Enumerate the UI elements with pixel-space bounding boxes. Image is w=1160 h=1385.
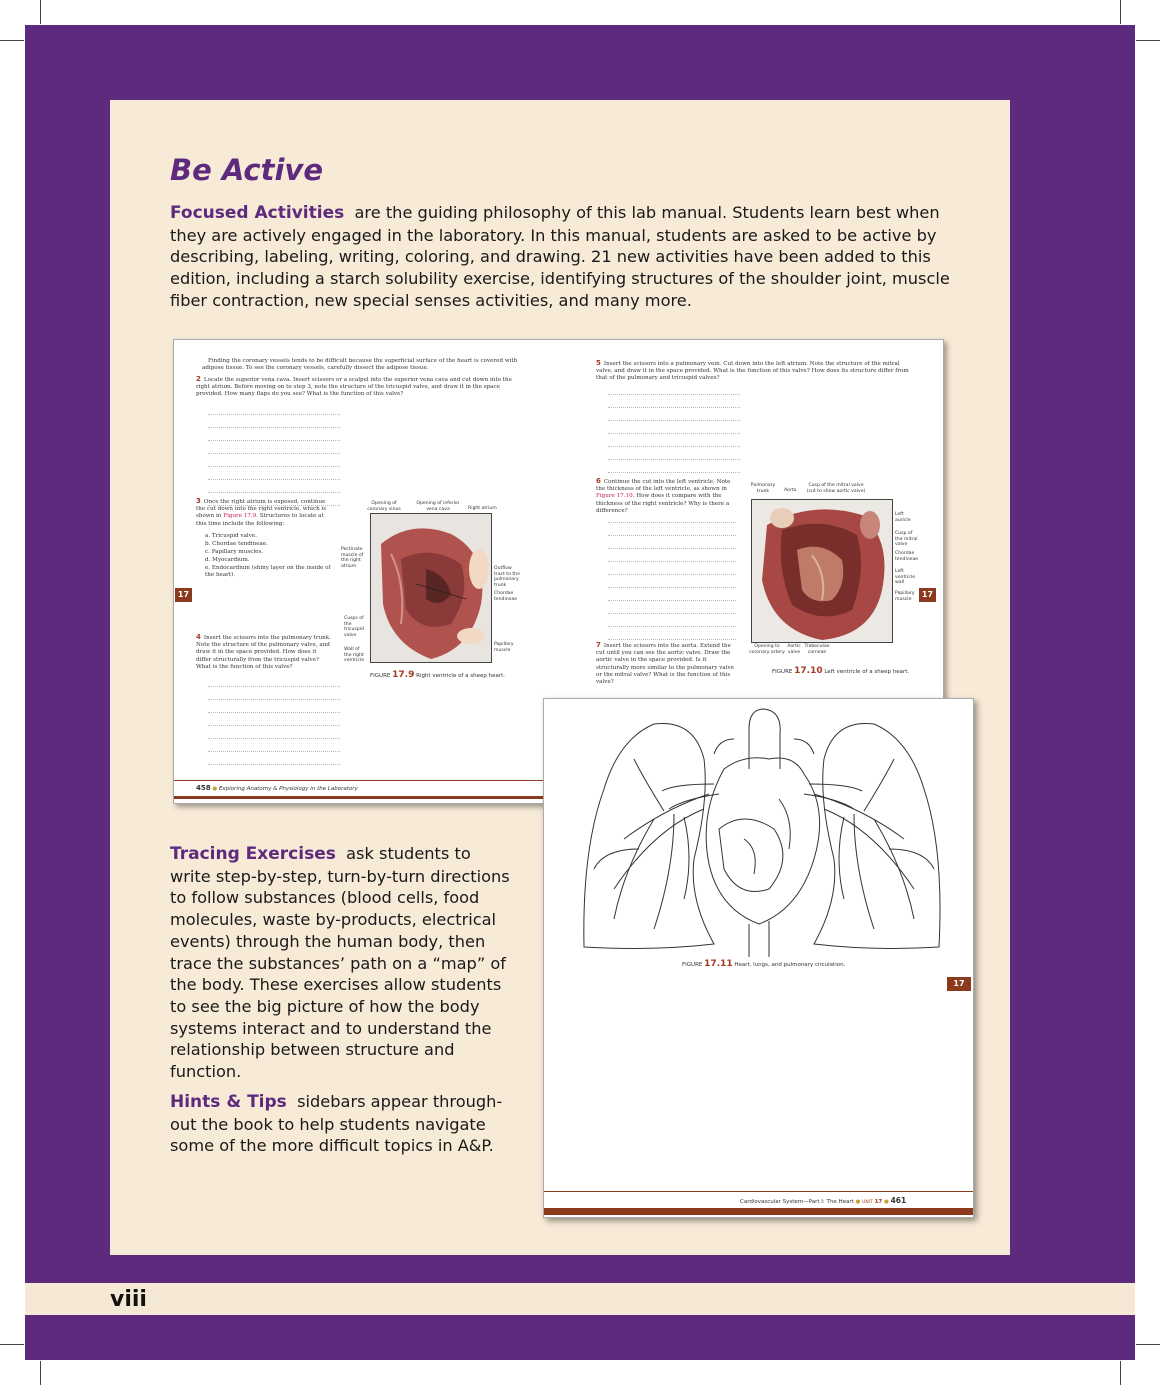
step-number: 7	[596, 641, 601, 649]
sample-intro: Finding the coronary vessels tends to be difficult because the superficial surface of the heart is covered with adipose tissue. To see the coronary vessels, carefully dissect the adipose tissue.	[202, 358, 518, 372]
label-papillary-muscle: Papillary muscle	[494, 642, 514, 653]
hints-tips-paragraph	[170, 1091, 515, 1157]
footer-book-title: Exploring Anatomy & Physiology in the Laboratory	[218, 786, 358, 792]
figure-17-9-photo	[370, 513, 492, 663]
heart-lungs-line-drawing	[544, 699, 973, 959]
step-number: 6	[596, 477, 601, 485]
crop-mark	[1136, 1344, 1160, 1345]
label-tricuspid-cusps: Cusps of the tricuspid valve	[344, 616, 364, 638]
sample-step-7	[596, 642, 739, 686]
hints-tips-lead: Hints & Tips	[170, 1092, 287, 1112]
step-text: . How does it compare with the thickness of the right ventricle? Why is there a difference?	[596, 493, 730, 514]
footer-bar	[544, 1208, 973, 1215]
crop-mark	[40, 1361, 41, 1385]
label-left-auricle: Left auricle	[895, 512, 911, 523]
step-text: Insert the scissors into a pulmonary vein. Cut down into the left atrium. Note the structure of the mitral valve, and draw it in the space provided. What is the function of this valve? How does its structure differ from that of the pulmonary and tricuspid valves?	[596, 361, 909, 382]
figure-reference: Figure 17.9	[223, 513, 257, 520]
page-number: viii	[110, 1287, 147, 1312]
step-number: 3	[196, 497, 201, 505]
step-number: 2	[196, 375, 201, 383]
label-opening-ivc: Opening of inferior vena cava	[416, 501, 460, 512]
answer-lines	[208, 674, 340, 765]
tracing-exercises-text: ask students to write step-by-step, turn-by-turn directions to follow substances (blood cells, food molecules, waste by-products, electrical events) through the human body, then trace the substances’ path on a “map” of the body. These exercises allow students to see the big picture of how the body systems interact and to understand the relationship between structure and function.	[170, 844, 510, 1082]
sample-step-3	[196, 498, 331, 528]
label-outflow-tract: Outflow tract to the pulmonary trunk	[494, 566, 520, 588]
answer-lines	[608, 382, 740, 473]
label-opening-coronary-artery: Opening to coronary artery	[749, 644, 785, 655]
step-3-item-c: c. Papillary muscles.	[205, 549, 264, 555]
label-chordae-tendineae: Chordae tendineae	[494, 591, 518, 602]
footer-unit-number: 17	[874, 1199, 883, 1205]
figure-reference: Figure 17.10	[596, 493, 633, 500]
crop-mark	[1120, 0, 1121, 24]
step-number: 4	[196, 633, 201, 641]
sample-step-5	[596, 360, 914, 383]
footer-page-number: 458	[196, 784, 211, 792]
label-aorta: Aorta	[784, 488, 797, 493]
figure-caption-text: Heart, lungs, and pulmonary circulation.	[734, 961, 846, 968]
label-cusp-mitral: Cusp of the mitral valve	[895, 531, 918, 547]
step-text: Continue the cut into the left ventricle. Note the thickness of the left ventricle, as shown in	[596, 479, 731, 493]
answer-lines	[608, 510, 736, 640]
chapter-tab: 17	[947, 977, 971, 991]
label-aortic-valve: Aortic valve	[787, 644, 801, 655]
hints-tips-text: sidebars appear through-out the book to help students navigate some of the more difficult topics in A&P.	[170, 1092, 503, 1156]
label-chordae-tendineae-lv: Chordae tendineae	[895, 551, 919, 562]
folio-band	[25, 1283, 1135, 1315]
label-pectinate-muscle: Pectinate muscle of the right atrium	[341, 547, 364, 569]
crop-mark	[1136, 40, 1160, 41]
tracing-exercises-lead: Tracing Exercises	[170, 844, 336, 864]
page-title: Be Active	[170, 153, 323, 187]
figure-caption-text: Left ventricle of a sheep heart.	[824, 668, 910, 675]
label-opening-coronary-sinus: Opening of coronary sinus	[367, 501, 401, 512]
figure-17-9-caption	[370, 670, 505, 680]
step-text: Once the right atrium is exposed, continue the cut down into the right ventricle, which is shown in	[196, 499, 327, 520]
label-right-atrium: Right atrium	[468, 506, 497, 511]
figure-number: 17.9	[392, 669, 415, 680]
figure-17-10-photo	[751, 499, 893, 643]
footer-unit-label: UNIT	[862, 1200, 873, 1205]
footer-rule	[544, 1191, 973, 1192]
label-right-ventricle-wall: Wall of the right ventricle	[344, 647, 365, 663]
focused-activities-text: are the guiding philosophy of this lab manual. Students learn best when they are actively engaged in the laboratory. In this manual, students are asked to be active by describing, labeling, writing, coloring, and drawing. 21 new activities have been added to this edition, including a starch solubility exercise, identifying structures of the shoulder joint, muscle fiber contraction, new special senses activities, and many more.	[170, 203, 950, 310]
crop-mark	[1120, 1361, 1121, 1385]
sheep-heart-right-ventricle-image	[371, 514, 491, 662]
step-text: Insert the scissors into the pulmonary trunk. Note the structure of the pulmonary valve, and draw it in the space provided. How does it differ structurally from the tricuspid valve? What is the function of this valve?	[196, 635, 331, 670]
tracing-exercises-paragraph	[170, 843, 515, 1083]
focused-activities-paragraph	[170, 202, 960, 312]
figure-number: 17.11	[704, 958, 733, 969]
label-pulmonary-trunk: Pulmonary trunk	[750, 483, 776, 494]
label-papillary-muscle-lv: Papillary muscle	[895, 591, 915, 602]
crop-mark	[0, 40, 24, 41]
label-left-ventricle-wall: Left ventricle wall	[895, 569, 916, 585]
chapter-tab: 17	[919, 588, 936, 602]
footer-page-number: 461	[890, 1196, 907, 1205]
answer-lines	[208, 402, 340, 506]
step-3-item-a: a. Tricuspid valve.	[205, 533, 257, 539]
step-text: . Structures to locate at this time include the following:	[196, 513, 324, 527]
chapter-tab: 17	[175, 588, 192, 602]
footer: 458 ● Exploring Anatomy & Physiology in the Laboratory	[196, 784, 358, 792]
step-number: 5	[596, 359, 601, 367]
step-3-item-b: b. Chordae tendineae.	[205, 541, 268, 547]
figure-label: FIGURE	[682, 961, 703, 968]
sheep-heart-left-ventricle-image	[752, 500, 892, 642]
focused-activities-lead: Focused Activities	[170, 203, 345, 223]
figure-17-10-caption	[772, 666, 909, 676]
step-text: Locate the superior vena cava. Insert scissors or a scalpel into the superior vena cava and cut down into the right atrium. Before moving on to step 3, note the structure of the tricuspid valve, and draw it in the space provided. How many flaps do you see? What is the function of this valve?	[196, 377, 512, 398]
footer-chapter-title: Cardiovascular System—Part I: The Heart	[740, 1199, 854, 1205]
step-3-item-d: d. Myocardium.	[205, 557, 250, 563]
crop-mark	[40, 0, 41, 24]
step-text: Insert the scissors into the aorta. Extend the cut until you can see the aortic valve. Draw the aortic valve in the space provided. Is it structurally more similar to the pulmonary valve or the mitral valve? What is the function of this valve?	[596, 643, 734, 686]
label-cusp-mitral-aortic: Cusp of the mitral valve (cut to show aortic valve)	[806, 483, 866, 494]
step-3-item-e: e. Endocardium (shiny layer on the inside of the heart).	[205, 565, 331, 579]
sample-step-4	[196, 634, 331, 671]
sample-page-overlay	[543, 698, 974, 1218]
figure-label: FIGURE	[772, 668, 793, 675]
figure-label: FIGURE	[370, 672, 391, 679]
figure-caption-text: Right ventricle of a sheep heart.	[416, 672, 506, 679]
footer: Cardiovascular System—Part I: The Heart ● UNIT 17 ● 461	[740, 1196, 907, 1205]
label-trabeculae-carneae: Trabeculae carneae	[804, 644, 830, 655]
crop-mark	[0, 1344, 24, 1345]
figure-17-11-caption	[682, 959, 845, 969]
figure-number: 17.10	[794, 665, 823, 676]
sample-step-2	[196, 376, 514, 399]
